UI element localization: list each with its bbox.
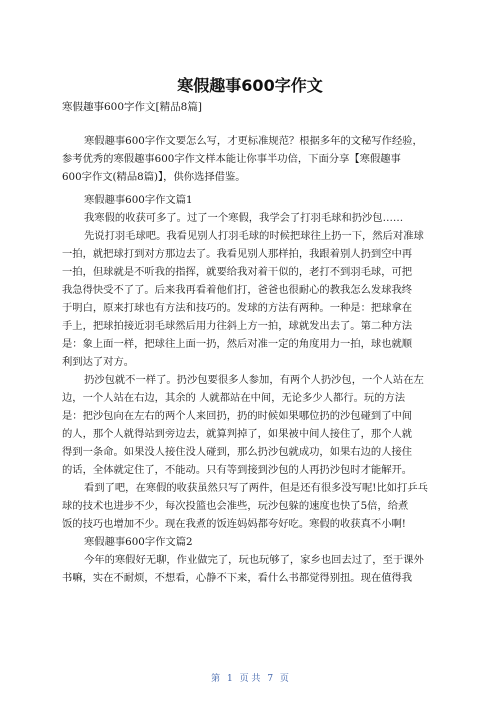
body-line: 寒假趣事600字作文要怎么写，才更标准规范？根据多年的文秘写作经验， [84,135,423,147]
body-line: 我急得快受不了了。后来我再看着他们打，爸爸也很耐心的教我怎么发球我终 [62,284,413,296]
body-line: 饭的技巧也增加不少。现在我煮的饭连妈妈都夸好吃。寒假的收获真不小啊! [62,518,406,530]
document-subtitle: 寒假趣事600字作文[精品8篇] [62,101,202,113]
page-footer [0,673,500,685]
body-line: 先说打羽毛球吧。我看见别人打羽毛球的时候把球往上扔一下，然后对准球 [84,230,424,242]
body-line: 扔沙包就不一样了。扔沙包要很多人参加，有两个人扔沙包，一个人站在左 [84,374,424,386]
body-line: 600字作文(精品8篇)】，供你选择借鉴。 [62,171,246,183]
body-line: 边，一个人站在右边，其余的 人就都站在中间，无论多少人都行。玩的方法 [62,392,406,404]
body-line: 一拍，就把球打到对方那边去了。我看见别人那样拍，我跟着别人扔到空中再 [62,248,413,260]
body-line: 利到达了对方。 [62,356,135,368]
document-title: 寒假趣事600字作文 [177,76,323,95]
footer-total-pages: 7 [267,674,274,684]
body-line: 看到了吧，在寒假的收获虽然只写了两件，但是还有很多没写呢!比如打乒乓 [84,482,428,494]
body-line: 参考优秀的寒假趣事600字作文样本能让你事半功倍，下面分享【寒假趣事 [62,153,401,165]
section-heading: 寒假趣事600字作文篇2 [84,536,193,548]
body-line: 的话，全体就定住了，不能动。只有等到接到沙包的人再扔沙包时才能解开。 [62,464,413,476]
body-line: 我寒假的收获可多了。过了一个寒假，我学会了打羽毛球和扔沙包…… [84,212,404,224]
section-heading: 寒假趣事600字作文篇1 [84,194,193,206]
footer-page-number: 1 [226,674,233,684]
body-line: 是：象上面一样，把球往上面一扔，然后对准一定的角度用力一拍，球也就顺 [62,338,413,350]
document-body [62,132,440,587]
body-line: 是：把沙包向在左右的两个人来回扔，扔的时候如果哪位扔的沙包碰到了中间 [62,410,413,422]
body-line: 得到一条命。如果没人接住没人碰到，那么扔沙包就成功，如果右边的人接住 [62,446,413,458]
body-line: 的人，那个人就得站到旁边去，就算判掉了，如果被中间人接住了，那个人就 [62,428,413,440]
footer-prefix: 第 [211,674,221,684]
footer-middle: 页 共 [239,674,261,684]
body-line: 书嘛，实在不耐烦，不想看，心静不下来，看什么书都觉得别扭。现在值得我 [62,572,413,584]
footer-suffix: 页 [279,674,289,684]
body-line: 手上，把球拍接近羽毛球然后用力往斜上方一拍，球就发出去了。第二种方法 [62,320,413,332]
body-line: 于明白，原来打球也有方法和技巧的。发球的方法有两种。一种是：把球拿在 [62,302,413,314]
body-line: 一拍，但球就是不听我的指挥，就要给我对着干似的，老打不到羽毛球，可把 [62,266,413,278]
body-line: 今年的寒假好无聊，作业做完了，玩也玩够了，家乡也回去过了，至于课外 [84,554,424,566]
body-line: 球的技术也进步不少，每次投篮也会准些，玩沙包躲的速度也快了5倍，给煮 [62,500,409,512]
